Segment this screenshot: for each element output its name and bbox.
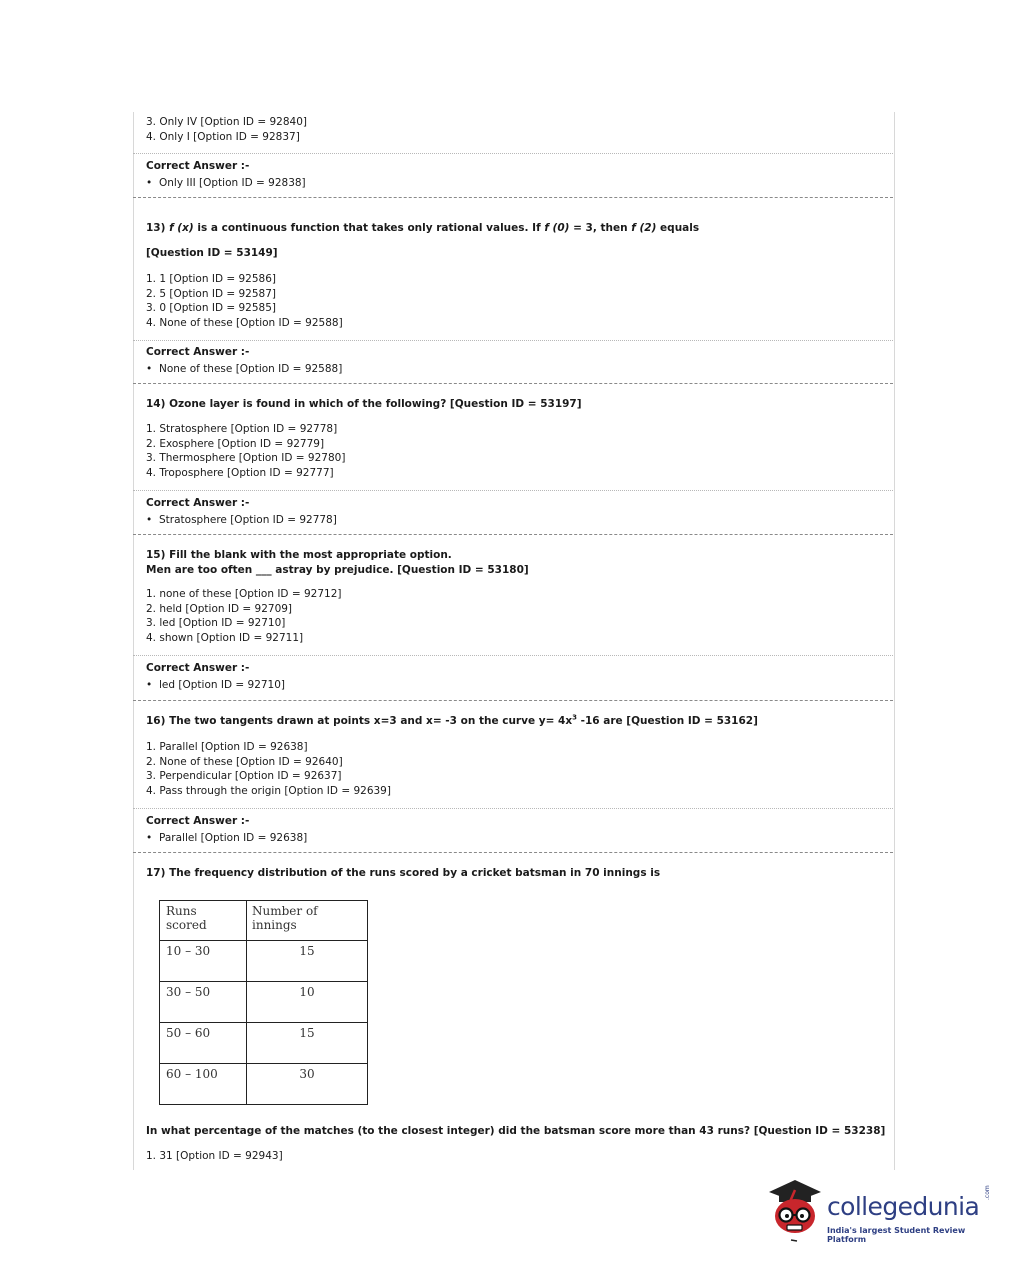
question-divider	[133, 197, 893, 198]
table-cell: 15	[247, 941, 368, 982]
question-17-options	[146, 1149, 283, 1164]
question-line: 15) Fill the blank with the most appropriate option.	[146, 549, 452, 561]
table-cell: 10	[247, 982, 368, 1023]
table-cell: 60 – 100	[160, 1064, 247, 1105]
question-text: is a continuous function that takes only rational values. If	[193, 222, 545, 234]
divider	[133, 490, 893, 491]
math-f2: f (2)	[631, 222, 657, 234]
mascot-icon	[765, 1178, 825, 1248]
question-13-text	[146, 221, 699, 236]
question-text: -16 are [Question ID = 53162]	[576, 715, 758, 727]
brand-name: collegedunia	[827, 1192, 980, 1221]
correct-answer: • Stratosphere [Option ID = 92778]	[146, 513, 337, 528]
question-15-options	[146, 587, 341, 645]
question-16-text	[146, 714, 758, 729]
question-number: 16)	[146, 715, 166, 727]
superscript: 3	[572, 713, 577, 722]
option: 4. None of these [Option ID = 92588]	[146, 316, 343, 329]
table-cell: 30	[247, 1064, 368, 1105]
option: 4. Only I [Option ID = 92837]	[146, 130, 300, 143]
option: 3. Perpendicular [Option ID = 92637]	[146, 770, 342, 783]
table-header: Runs scored	[160, 901, 247, 941]
question-divider	[133, 700, 893, 701]
collegedunia-logo	[765, 1178, 995, 1248]
question-13-options	[146, 272, 343, 330]
question-17-text: 17) The frequency distribution of the runs scored by a cricket batsman in 70 innings is	[146, 867, 661, 879]
correct-answer: • None of these [Option ID = 92588]	[146, 362, 342, 377]
question-14-options	[146, 422, 345, 480]
correct-answer-label: Correct Answer :-	[146, 497, 250, 509]
option: 3. Only IV [Option ID = 92840]	[146, 116, 307, 128]
option: 4. Troposphere [Option ID = 92777]	[146, 466, 334, 479]
option: 2. 5 [Option ID = 92587]	[146, 287, 277, 300]
prev-options	[146, 115, 307, 144]
math-fx: f (x)	[169, 222, 194, 234]
table-row	[160, 941, 368, 982]
divider	[133, 655, 893, 656]
table-row	[160, 1023, 368, 1064]
option: 2. held [Option ID = 92709]	[146, 602, 293, 615]
question-text: The two tangents drawn at points x=3 and x= -3 on the curve y= 4x	[169, 715, 573, 727]
correct-answer: • Parallel [Option ID = 92638]	[146, 831, 307, 846]
math-f0: f (0)	[544, 222, 570, 234]
question-15-text	[146, 548, 529, 577]
question-divider	[133, 383, 893, 384]
table-row	[160, 1064, 368, 1105]
option: 1. Parallel [Option ID = 92638]	[146, 741, 308, 753]
question-14-text: 14) Ozone layer is found in which of the following? [Question ID = 53197]	[146, 398, 582, 410]
correct-answer: • led [Option ID = 92710]	[146, 678, 285, 693]
correct-answer-label: Correct Answer :-	[146, 346, 250, 358]
table-row	[160, 982, 368, 1023]
divider	[133, 340, 893, 341]
question-id: [Question ID = 53149]	[146, 247, 278, 259]
option: 3. 0 [Option ID = 92585]	[146, 302, 277, 315]
correct-answer-label: Correct Answer :-	[146, 815, 250, 827]
brand-domain-suffix: .com	[984, 1185, 991, 1200]
question-text: equals	[656, 222, 700, 234]
option: 1. none of these [Option ID = 92712]	[146, 588, 342, 600]
option: 1. 31 [Option ID = 92943]	[146, 1150, 283, 1162]
table-cell: 15	[247, 1023, 368, 1064]
brand-tagline: India's largest Student Review Platform	[827, 1226, 966, 1244]
question-16-options	[146, 740, 391, 798]
option: 1. 1 [Option ID = 92586]	[146, 273, 277, 285]
table-cell: 30 – 50	[160, 982, 247, 1023]
table-cell: 10 – 30	[160, 941, 247, 982]
question-divider	[133, 534, 893, 535]
option: 2. None of these [Option ID = 92640]	[146, 755, 343, 768]
option: 3. led [Option ID = 92710]	[146, 617, 286, 630]
option: 2. Exosphere [Option ID = 92779]	[146, 437, 325, 450]
option: 4. shown [Option ID = 92711]	[146, 631, 304, 644]
correct-answer-label: Correct Answer :-	[146, 662, 250, 674]
table-cell: 50 – 60	[160, 1023, 247, 1064]
question-text: = 3, then	[569, 222, 632, 234]
table-header-row	[160, 901, 368, 941]
option: 3. Thermosphere [Option ID = 92780]	[146, 452, 346, 465]
question-line: Men are too often ___ astray by prejudice. [Question ID = 53180]	[146, 563, 529, 576]
table-header: Number of innings	[247, 901, 368, 941]
correct-answer-label: Correct Answer :-	[146, 160, 250, 172]
frequency-table	[159, 900, 368, 1105]
divider	[133, 153, 893, 154]
option: 4. Pass through the origin [Option ID = 92639]	[146, 784, 391, 797]
divider	[133, 808, 893, 809]
option: 1. Stratosphere [Option ID = 92778]	[146, 423, 338, 435]
question-number: 13)	[146, 222, 166, 234]
question-divider	[133, 852, 893, 853]
question-17-prompt: In what percentage of the matches (to the closest integer) did the batsman score more than 43 runs? [Question ID = 53238]	[146, 1125, 886, 1137]
correct-answer: • Only III [Option ID = 92838]	[146, 176, 306, 191]
